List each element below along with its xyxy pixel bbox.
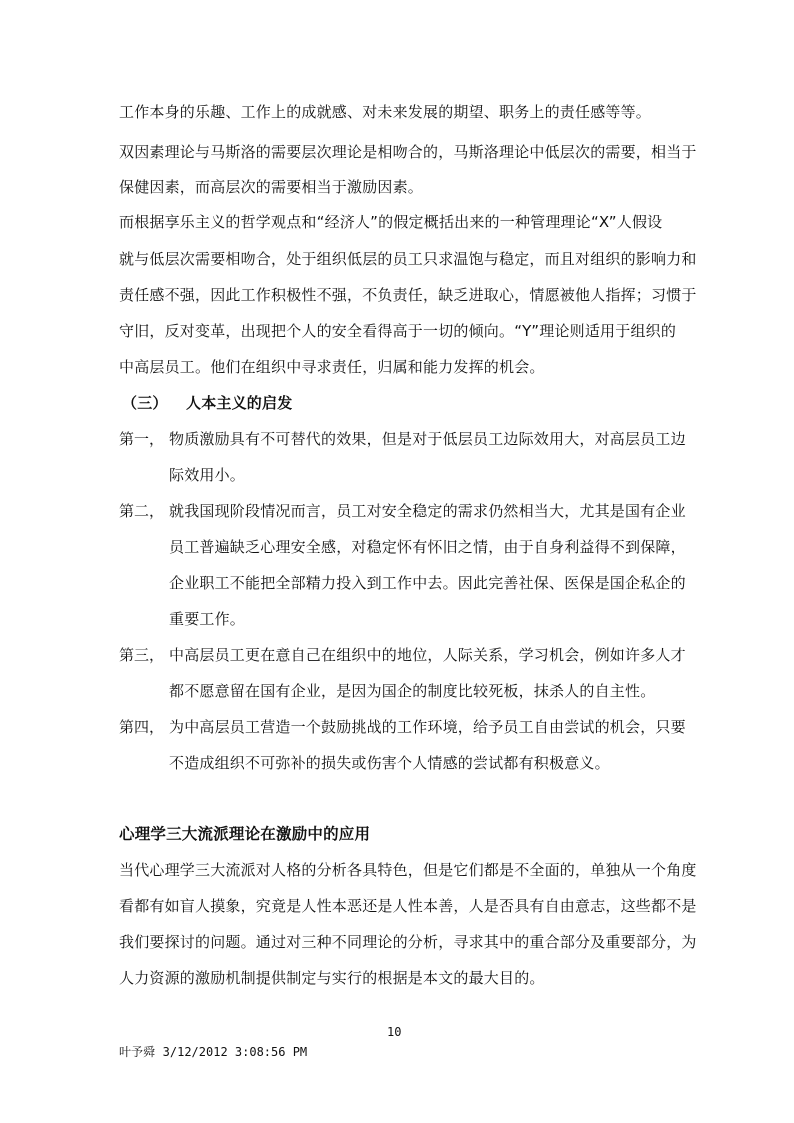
final-line-4: 人力资源的激励机制提供制定与实行的根据是本文的最大目的。	[119, 969, 545, 987]
final-line-3: 我们要探讨的问题。通过对三种不同理论的分析，寻求其中的重合部分及重要部分，为	[119, 933, 697, 951]
xy-line-3: 责任感不强，因此工作积极性不强，不负责任，缺乏进取心，情愿被他人指挥；习惯于	[119, 286, 697, 304]
item-4-label: 第四，	[119, 718, 165, 736]
final-line-2: 看都有如盲人摸象，究竟是人性本恶还是人性本善，人是否具有自由意志，这些都不是	[119, 897, 697, 915]
section-heading: 心理学三大流派理论在激励中的应用	[119, 825, 371, 843]
page-number: 10	[387, 1025, 402, 1039]
intro-line-3: 保健因素，而高层次的需要相当于激励因素。	[119, 178, 424, 196]
item-4-line-2: 不造成组织不可弥补的损失或伤害个人情感的尝试都有积极意义。	[169, 754, 610, 772]
item-2-line-1: 就我国现阶段情况而言，员工对安全稳定的需求仍然相当大，尤其是国有企业	[169, 502, 686, 520]
xy-line-4: 守旧，反对变革，出现把个人的安全看得高于一切的倾向。“Y”理论则适用于组织的	[119, 322, 677, 340]
xy-line-2: 就与低层次需要相吻合，处于组织低层的员工只求温饱与稳定，而且对组织的影响力和	[119, 250, 697, 268]
item-2-line-4: 重要工作。	[169, 610, 246, 628]
footer-timestamp: 3/12/2012 3:08:56 PM	[162, 1045, 308, 1059]
section-number: （三）	[122, 394, 168, 412]
footer	[119, 1044, 307, 1060]
item-1-line-1: 物质激励具有不可替代的效果，但是对于低层员工边际效用大，对高层员工边	[169, 430, 686, 448]
xy-line-1: 而根据享乐主义的哲学观点和“经济人”的假定概括出来的一种管理理论“X”人假设	[119, 213, 663, 231]
item-3-line-2: 都不愿意留在国有企业，是因为国企的制度比较死板，抹杀人的自主性。	[169, 682, 656, 700]
section-title: 人本主义的启发	[186, 394, 293, 412]
item-2-line-3: 企业职工不能把全部精力投入到工作中去。因此完善社保、医保是国企私企的	[169, 574, 686, 592]
final-line-1: 当代心理学三大流派对人格的分析各具特色，但是它们都是不全面的，单独从一个角度	[119, 861, 697, 879]
item-1-line-2: 际效用小。	[169, 466, 246, 484]
item-2-label: 第二，	[119, 502, 165, 520]
footer-author: 叶予舜	[119, 1045, 156, 1059]
item-4-line-1: 为中高层员工营造一个鼓励挑战的工作环境，给予员工自由尝试的机会，只要	[169, 718, 686, 736]
xy-line-5: 中高层员工。他们在组织中寻求责任，归属和能力发挥的机会。	[119, 358, 545, 376]
item-3-line-1: 中高层员工更在意自己在组织中的地位，人际关系，学习机会，例如许多人才	[169, 646, 686, 664]
intro-line-2: 双因素理论与马斯洛的需要层次理论是相吻合的，马斯洛理论中低层次的需要，相当于	[119, 143, 697, 161]
item-3-label: 第三，	[119, 646, 165, 664]
item-1-label: 第一，	[119, 430, 165, 448]
item-2-line-2: 员工普遍缺乏心理安全感，对稳定怀有怀旧之情，由于自身利益得不到保障，	[169, 538, 686, 556]
intro-line-1: 工作本身的乐趣、工作上的成就感、对未来发展的期望、职务上的责任感等等。	[119, 103, 652, 121]
